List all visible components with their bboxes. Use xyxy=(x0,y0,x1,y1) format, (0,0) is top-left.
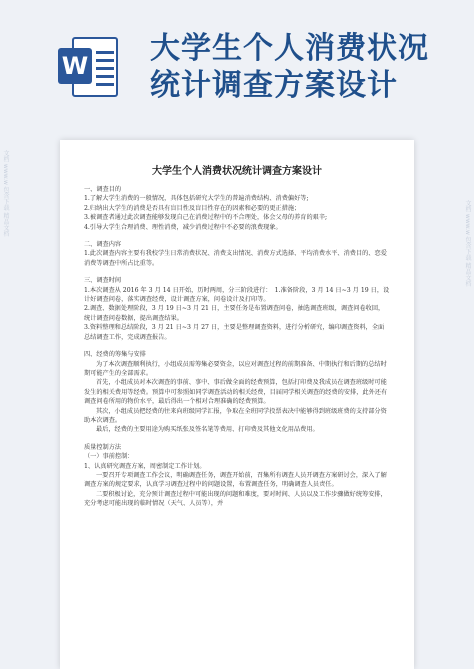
banner-title: 大学生个人消费状况统计调查方案设计 xyxy=(150,31,429,103)
document-paragraph: 为了本次调查顺利执行，小组成员需筹集必要资金，以应对调查过程的前期准备、中期执行和后期的总结时期可能产生的全部需求。 xyxy=(84,360,387,377)
document-paragraph: 最后，经费的主要用途为购买纸张及签名笔等费用、打印费及其他文化用品费用。 xyxy=(96,426,319,434)
document-paragraph: 1.此次调查内容主要有我校学生日常消费状况、消费支出情况、消费方式选择、平均消费水平、消费目的、恋爱消费等调查中所占比重等。 xyxy=(84,250,387,267)
document-paragraph: 四、经费的筹集与安排 xyxy=(84,351,146,359)
document-paragraph: 二、调查内容 xyxy=(84,241,122,249)
document-paragraph: 3.被调查者通过此次调查能够发现自己在消费过程中的不合理处，体会父母的养育的艰辛; xyxy=(84,214,328,222)
document-paragraph: 4.引导大学生合理消费、理性消费，减少消费过程中不必要的浪费现象。 xyxy=(84,223,282,231)
word-letter-badge: W xyxy=(58,48,92,84)
watermark-left: 文档 www.w 包含下载 精品文档 xyxy=(2,150,9,237)
banner xyxy=(0,0,474,120)
document-paragraph: 一要召开专项调查工作会议，明确调查任务，调查开始前，召集所有调查人员开调查方案研讨会，深入了解调查方案的规定要求，认真学习调查过程中的问题设置，布置调查任务，明确调查人员责任。 xyxy=(84,471,387,489)
word-document-icon xyxy=(58,34,120,100)
document-paragraph: 二要积极讨论，充分预计调查过程中可能出现的问题和难度，要对时间、人员以及工作步骤做好统筹安排，充分考虑可能出现的临时情况（天气、人员等），并 xyxy=(84,490,387,508)
document-paragraph: 1.了解大学生消费的一般情况，具体包括研究大学生的普遍消费结构、消费偏好等; xyxy=(84,195,309,203)
document-paragraph: 1.本次调查从 2016 年 3 月 14 日开始，历时两周，分三阶段进行： 1.准备阶段，3 月 14 日~3 月 19 日，设计好调查问卷，落实调查经费，设计调查方案，问卷设计及打印等。 xyxy=(84,286,390,304)
document-paragraph: 三、调查时间 xyxy=(84,277,122,285)
watermark-right: 文档 www.w 包含下载 精品文档 xyxy=(464,200,471,287)
document-title: 大学生个人消费状况统计调查方案设计 xyxy=(152,166,322,177)
document-page xyxy=(60,140,414,669)
document-paragraph: 首先，小组成员对本次调查的事前、事中、事后做全面的经费预算，包括打印费及我成员在调查班级时可能发生的相关费用等经费。预算中可参照如同学调查活动的相关经费，目届同学相关调查的经费的安排，此外还有调查问卷所用的物价水平，最后得出一个相对合理准确的经费预算。 xyxy=(84,379,388,406)
document-paragraph: 其次，小组成员把经费的往来向班级同学汇报，争取在全班同学投票表决中能够得到班级班费的支持部分资助本次调查。 xyxy=(84,407,387,424)
document-paragraph: 2.调查、数据处理阶段，3 月 19 日~3 月 21 日，主要任务是布置调查问卷，抽选调查班级，调查问卷收回，统计调查问卷数据，提出调查结果。 xyxy=(84,305,385,322)
document-paragraph: （一）事前控制： xyxy=(84,453,134,461)
document-paragraph: 1、认真研究调查方案，周密制定工作计划。 xyxy=(84,462,206,470)
document-paragraph: 质量控制方法 xyxy=(84,443,122,451)
document-paragraph: 一、调查目的 xyxy=(84,186,122,193)
document-body xyxy=(84,185,390,509)
document-paragraph: 2.归纳出大学生的消费是否具有盲目性及盲目性存在的因素和必要的更正措施； xyxy=(84,204,301,212)
document-paragraph: 3.资料整理和总结阶段，3 月 21 日~3 月 27 日，主要是整理调查资料，进行分析研究，编印调查资料，全面总结调查工作，完成调查报告。 xyxy=(84,324,385,341)
